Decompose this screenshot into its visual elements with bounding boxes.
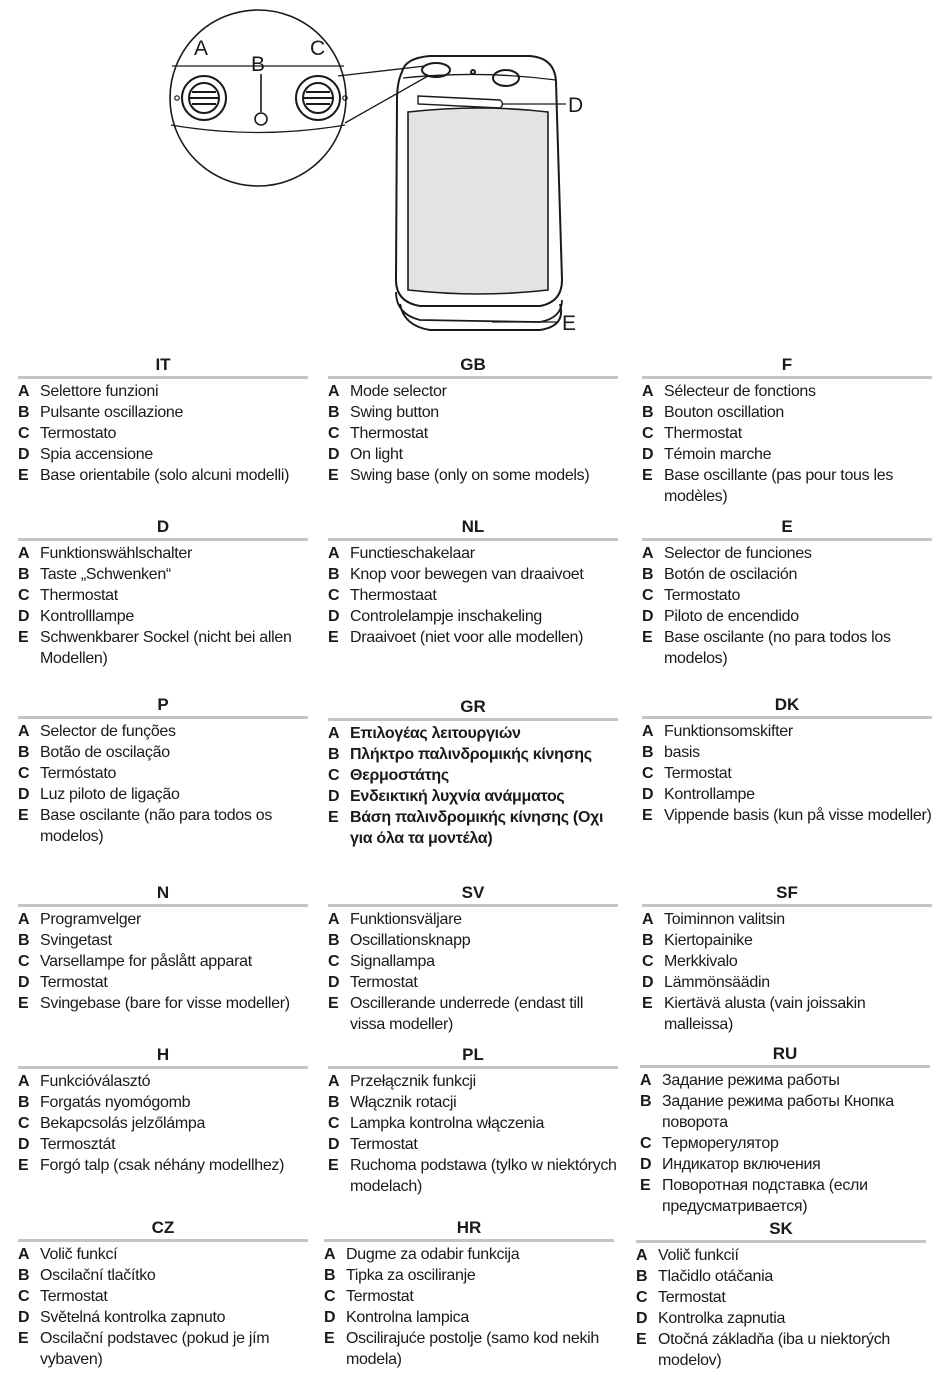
section-sv — [328, 883, 618, 1035]
swing-button-icon — [255, 113, 267, 125]
section-cz — [18, 1218, 308, 1370]
item-text: Selettore funzioni — [40, 383, 159, 400]
item-text: Funktionsväljare — [350, 911, 462, 928]
item-text: Selector de funciones — [664, 545, 812, 562]
item-text: Otočná základňa (iba u niektorých modelov) — [658, 1331, 891, 1369]
item-letter: A — [642, 911, 654, 928]
section-lang: HR — [324, 1218, 614, 1242]
section-n — [18, 883, 308, 1014]
section-sk — [636, 1219, 926, 1371]
section-gr — [328, 697, 618, 849]
item-text: Termostat — [40, 1288, 108, 1305]
item-letter: C — [324, 1288, 336, 1305]
item-text: Ενδεικτική λυχνία ανάμματος — [350, 788, 565, 805]
item-letter: B — [328, 566, 340, 583]
item-text: Volič funkcí — [40, 1246, 118, 1263]
item-text: Termostat — [350, 974, 418, 991]
item-letter: D — [328, 1136, 340, 1153]
section-hr — [324, 1218, 614, 1370]
item-letter: A — [328, 725, 340, 742]
item-letter: E — [640, 1177, 651, 1194]
item-text: Knop voor bewegen van draaivoet — [350, 566, 584, 583]
item-letter: B — [640, 1093, 652, 1110]
item-letter: E — [328, 1157, 339, 1174]
item-letter: D — [18, 1136, 30, 1153]
item-letter: C — [642, 425, 654, 442]
section-lang: CZ — [18, 1218, 308, 1242]
item-letter: E — [328, 629, 339, 646]
section-lang: E — [642, 517, 932, 541]
item-text: Spia accensione — [40, 446, 153, 463]
item-letter: C — [642, 587, 654, 604]
item-letter: E — [18, 1330, 29, 1347]
item-letter: B — [18, 1094, 30, 1111]
item-text: Funktionsomskifter — [664, 723, 793, 740]
section-lang: F — [642, 355, 932, 379]
item-text: Πλήκτρο παλινδρομικής κίνησης — [350, 746, 592, 763]
item-letter: A — [18, 723, 30, 740]
section-lang: PL — [328, 1045, 618, 1069]
item-text: Botão de oscilação — [40, 744, 170, 761]
item-letter: A — [642, 383, 654, 400]
item-text: Oscillerande underrede (endast till vissa modeller) — [350, 995, 584, 1033]
item-text: Bouton oscillation — [664, 404, 785, 421]
item-letter: B — [642, 932, 654, 949]
item-text: Functieschakelaar — [350, 545, 475, 562]
item-text: Pulsante oscillazione — [40, 404, 184, 421]
item-letter: B — [642, 404, 654, 421]
item-text: Svingebase (bare for visse modeller) — [40, 995, 290, 1012]
callout-b: B — [251, 53, 266, 76]
item-text: Thermostat — [350, 425, 428, 442]
item-letter: B — [642, 744, 654, 761]
item-letter: C — [18, 587, 30, 604]
item-letter: B — [328, 1094, 340, 1111]
item-letter: B — [328, 746, 340, 763]
item-letter: B — [636, 1268, 648, 1285]
item-letter: D — [640, 1156, 652, 1173]
item-text: Varsellampe for påslått apparat — [40, 953, 252, 970]
item-text: Termostat — [346, 1288, 414, 1305]
section-nl — [328, 517, 618, 648]
item-letter: C — [636, 1289, 648, 1306]
item-letter: A — [640, 1072, 652, 1089]
item-letter: D — [642, 786, 654, 803]
section-lang: P — [18, 695, 308, 719]
item-text: Svingetast — [40, 932, 112, 949]
item-letter: B — [324, 1267, 336, 1284]
item-text: Termostat — [658, 1289, 726, 1306]
item-letter: D — [18, 608, 30, 625]
heater-body-icon — [396, 56, 562, 330]
item-letter: C — [642, 953, 654, 970]
item-letter: A — [328, 545, 340, 562]
item-text: Termostat — [350, 1136, 418, 1153]
section-gb — [328, 355, 618, 486]
item-letter: E — [18, 807, 29, 824]
item-letter: E — [328, 995, 339, 1012]
item-text: Kontrolka zapnutia — [658, 1310, 786, 1327]
item-letter: D — [636, 1310, 648, 1327]
item-text: Βάση παλινδρομικής κίνησης (Οχι για όλα τα μοντέλα) — [350, 809, 604, 847]
item-text: Termostato — [664, 587, 741, 604]
item-letter: A — [636, 1247, 648, 1264]
item-text: Termostat — [40, 974, 108, 991]
item-text: Termosztát — [40, 1136, 116, 1153]
item-letter: A — [18, 1246, 30, 1263]
item-letter: D — [642, 608, 654, 625]
item-text: Задание режима работы — [662, 1072, 840, 1089]
item-text: Toiminnon valitsin — [664, 911, 785, 928]
item-letter: E — [18, 467, 29, 484]
section-lang: SF — [642, 883, 932, 907]
item-letter: A — [324, 1246, 336, 1263]
item-text: Selector de funções — [40, 723, 176, 740]
item-letter: C — [328, 425, 340, 442]
item-letter: E — [328, 809, 339, 826]
item-letter: A — [18, 1073, 30, 1090]
item-letter: A — [328, 911, 340, 928]
item-text: Merkkivalo — [664, 953, 738, 970]
item-letter: C — [18, 1288, 30, 1305]
item-text: Терморегулятор — [662, 1135, 779, 1152]
section-lang: NL — [328, 517, 618, 541]
item-letter: A — [18, 911, 30, 928]
section-p — [18, 695, 308, 847]
item-text: basis — [664, 744, 700, 761]
item-letter: B — [18, 744, 30, 761]
item-letter: C — [328, 587, 340, 604]
item-text: Задание режима работы Кнопка поворота — [662, 1093, 894, 1131]
item-text: Controlelampje inschakeling — [350, 608, 543, 625]
item-text: Tipka za osciliranje — [346, 1267, 476, 1284]
item-text: Swing base (only on some models) — [350, 467, 590, 484]
section-lang: GR — [328, 697, 618, 721]
item-letter: A — [328, 1073, 340, 1090]
item-letter: C — [640, 1135, 652, 1152]
section-dk — [642, 695, 932, 826]
item-text: Tlačidlo otáčania — [658, 1268, 773, 1285]
item-text: Kontrollampe — [664, 786, 755, 803]
section-lang: GB — [328, 355, 618, 379]
item-letter: A — [642, 545, 654, 562]
item-letter: D — [328, 608, 340, 625]
item-text: Funktionswählschalter — [40, 545, 192, 562]
item-text: Kiertopainike — [664, 932, 753, 949]
item-text: Draaivoet (niet voor alle modellen) — [350, 629, 584, 646]
item-text: On light — [350, 446, 403, 463]
item-letter: A — [328, 383, 340, 400]
item-letter: C — [18, 1115, 30, 1132]
item-text: Světelná kontrolka zapnuto — [40, 1309, 226, 1326]
item-letter: C — [18, 425, 30, 442]
callout-e: E — [562, 312, 577, 335]
item-letter: D — [324, 1309, 336, 1326]
item-text: Base oscillante (pas pour tous les modèles) — [664, 467, 894, 505]
item-text: Oscillationsknapp — [350, 932, 471, 949]
item-letter: B — [18, 932, 30, 949]
item-letter: E — [642, 807, 653, 824]
section-lang: IT — [18, 355, 308, 379]
item-text: Kiertävä alusta (vain joissakin malleissa) — [664, 995, 866, 1033]
item-letter: D — [642, 446, 654, 463]
item-letter: A — [18, 383, 30, 400]
section-lang: SV — [328, 883, 618, 907]
section-it — [18, 355, 308, 486]
item-text: Vippende basis (kun på visse modeller) — [664, 807, 932, 824]
item-text: Θερμοστάτης — [350, 767, 449, 784]
section-pl — [328, 1045, 618, 1197]
item-letter: D — [18, 974, 30, 991]
item-text: Schwenkbarer Sockel (nicht bei allen Modellen) — [40, 629, 292, 667]
item-text: Поворотная подставка (если предусматривается) — [662, 1177, 868, 1215]
item-text: Base oscilante (no para todos los modelos) — [664, 629, 891, 667]
item-text: Kontrolna lampica — [346, 1309, 469, 1326]
item-text: Sélecteur de fonctions — [664, 383, 816, 400]
item-text: Lampka kontrolna włączenia — [350, 1115, 545, 1132]
item-text: Volič funkcií — [658, 1247, 739, 1264]
item-text: Ruchoma podstawa (tylko w niektórych modelach) — [350, 1157, 617, 1195]
item-letter: E — [642, 467, 653, 484]
item-letter: B — [18, 566, 30, 583]
item-letter: C — [328, 953, 340, 970]
item-letter: D — [18, 1309, 30, 1326]
item-text: Thermostat — [664, 425, 742, 442]
item-text: Forgó talp (csak néhány modellhez) — [40, 1157, 285, 1174]
item-letter: E — [18, 995, 29, 1012]
section-lang: H — [18, 1045, 308, 1069]
knob-c-icon — [296, 76, 347, 120]
section-sf — [642, 883, 932, 1035]
item-letter: E — [324, 1330, 335, 1347]
item-letter: B — [328, 404, 340, 421]
section-h — [18, 1045, 308, 1176]
item-text: Kontrolllampe — [40, 608, 134, 625]
item-letter: D — [328, 974, 340, 991]
item-letter: C — [18, 765, 30, 782]
item-text: Lämmönsäädin — [664, 974, 770, 991]
item-text: Индикатор включения — [662, 1156, 821, 1173]
item-text: Przełącznik funkcji — [350, 1073, 476, 1090]
item-text: Termostat — [664, 765, 732, 782]
item-text: Swing button — [350, 404, 439, 421]
item-letter: E — [636, 1331, 647, 1348]
item-text: Base oscilante (não para todos os modelos) — [40, 807, 273, 845]
item-text: Thermostat — [40, 587, 118, 604]
item-letter: A — [642, 723, 654, 740]
item-letter: B — [18, 404, 30, 421]
item-letter: D — [18, 446, 30, 463]
item-text: Oscilační tlačítko — [40, 1267, 156, 1284]
item-text: Thermostaat — [350, 587, 437, 604]
item-text: Signallampa — [350, 953, 435, 970]
item-text: Oscilirajuće postolje (samo kod nekih modela) — [346, 1330, 600, 1368]
item-letter: D — [328, 446, 340, 463]
item-letter: E — [18, 1157, 29, 1174]
item-letter: C — [642, 765, 654, 782]
item-text: Botón de oscilación — [664, 566, 798, 583]
callout-d: D — [568, 94, 584, 117]
item-text: Termostato — [40, 425, 117, 442]
section-d — [18, 517, 308, 669]
section-lang: DK — [642, 695, 932, 719]
item-letter: C — [328, 1115, 340, 1132]
item-text: Base orientabile (solo alcuni modelli) — [40, 467, 290, 484]
section-ru — [640, 1044, 930, 1217]
item-letter: A — [18, 545, 30, 562]
item-text: Włącznik rotacji — [350, 1094, 457, 1111]
section-f — [642, 355, 932, 507]
section-lang: D — [18, 517, 308, 541]
item-text: Piloto de encendido — [664, 608, 799, 625]
item-text: Oscilační podstavec (pokud je jím vybaven) — [40, 1330, 270, 1368]
item-text: Luz piloto de ligação — [40, 786, 180, 803]
item-text: Επιλογέας λειτουργιών — [350, 725, 521, 742]
item-text: Témoin marche — [664, 446, 772, 463]
section-lang: RU — [640, 1044, 930, 1068]
section-lang: SK — [636, 1219, 926, 1243]
item-text: Dugme za odabir funkcija — [346, 1246, 520, 1263]
item-letter: E — [642, 629, 653, 646]
item-text: Termóstato — [40, 765, 117, 782]
item-letter: B — [18, 1267, 30, 1284]
item-letter: E — [328, 467, 339, 484]
item-letter: E — [642, 995, 653, 1012]
item-text: Forgatás nyomógomb — [40, 1094, 191, 1111]
heater-illustration — [0, 0, 950, 345]
section-lang: N — [18, 883, 308, 907]
item-text: Mode selector — [350, 383, 447, 400]
item-letter: C — [18, 953, 30, 970]
item-text: Programvelger — [40, 911, 142, 928]
item-text: Taste „Schwenken“ — [40, 566, 171, 583]
item-text: Funkcióválasztó — [40, 1073, 151, 1090]
item-letter: E — [18, 629, 29, 646]
item-letter: B — [328, 932, 340, 949]
item-letter: C — [328, 767, 340, 784]
section-e — [642, 517, 932, 669]
item-text: Bekapcsolás jelzőlámpa — [40, 1115, 206, 1132]
callout-c: C — [310, 37, 326, 60]
callout-a: A — [194, 37, 209, 60]
item-letter: D — [642, 974, 654, 991]
item-letter: B — [642, 566, 654, 583]
item-letter: D — [18, 786, 30, 803]
item-letter: D — [328, 788, 340, 805]
knob-a-icon — [175, 76, 226, 120]
